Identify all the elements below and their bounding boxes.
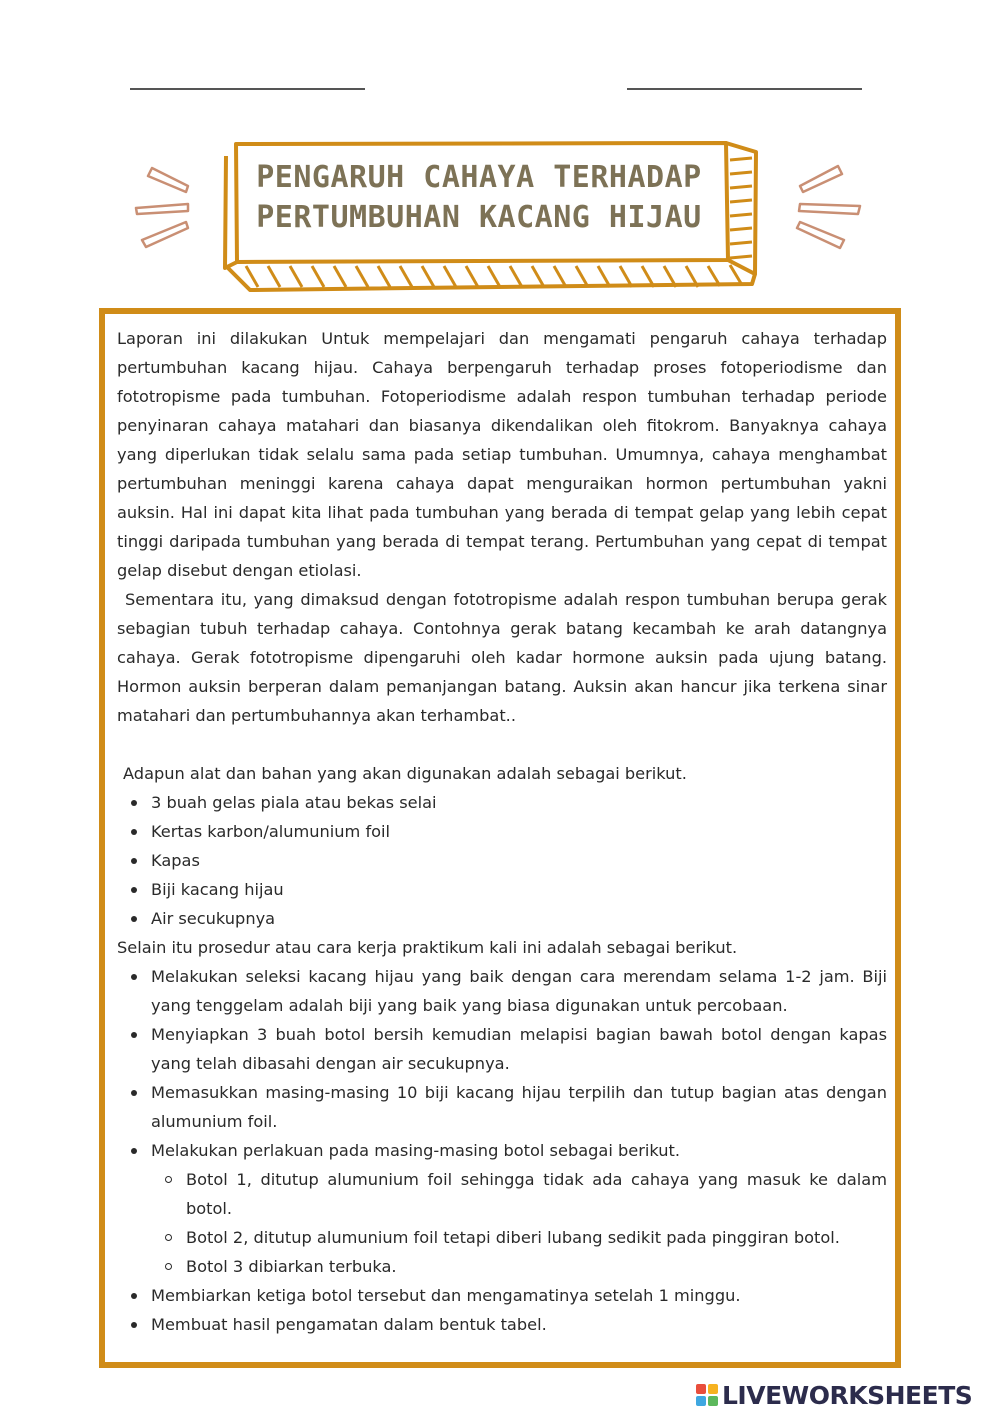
procedure-list [117, 962, 887, 1339]
title-line-2: PERTUMBUHAN KACANG HIJAU [256, 200, 702, 235]
list-item: Air secukupnya [117, 904, 887, 933]
list-item: Biji kacang hijau [117, 875, 887, 904]
logo-square [696, 1396, 706, 1406]
sub-list-item: Botol 3 dibiarkan terbuka. [117, 1252, 887, 1281]
list-item: Membiarkan ketiga botol tersebut dan mengamatinya setelah 1 minggu. [117, 1281, 887, 1310]
procedure-step-4: Melakukan perlakuan pada masing-masing botol sebagai berikut. [151, 1141, 681, 1160]
treatment-sublist [151, 1165, 887, 1281]
page-title [238, 158, 720, 238]
procedure-intro: Selain itu prosedur atau cara kerja praktikum kali ini adalah sebagai berikut. [117, 938, 738, 957]
paragraph-intro: Laporan ini dilakukan Untuk mempelajari dan mengamati pengaruh cahaya terhadap pertumbuhan kacang hijau. Cahaya berpengaruh terhadap proses fotoperiodisme dan fototropisme pada tumbuhan. Fotoperiodisme adalah respon tumbuhan terhadap periode penyinaran cahaya matahari dan biasanya dikendalikan oleh fitokrom. Banyaknya cahaya yang diperlukan tidak selalu sama pada setiap tumbuhan. Umumnya, cahaya menghambat pertumbuhan meninggi karena cahaya dapat menguraikan hormon pertumbuhan yakni auksin. Hal ini dapat kita lihat pada tumbuhan yang berada di tempat gelap yang lebih cepat tinggi daripada tumbuhan yang berada di tempat terang. Pertumbuhan yang cepat di tempat gelap disebut dengan etiolasi. [117, 329, 887, 580]
list-item: Membuat hasil pengamatan dalam bentuk tabel. [117, 1310, 887, 1339]
list-item [117, 1136, 887, 1281]
title-line-1: PENGARUH CAHAYA TERHADAP [256, 160, 702, 195]
logo-square [696, 1384, 706, 1394]
watermark-text: LIVEWORKSHEETS [722, 1380, 973, 1410]
logo-square [708, 1396, 718, 1406]
title-banner [0, 0, 1000, 300]
sub-list-item: Botol 1, ditutup alumunium foil sehingga tidak ada cahaya yang masuk ke dalam botol. [117, 1165, 887, 1223]
list-item: 3 buah gelas piala atau bekas selai [117, 788, 887, 817]
right-rays-icon [797, 166, 860, 248]
list-item: Kapas [117, 846, 887, 875]
left-rays-icon [136, 168, 188, 247]
sub-list-item: Botol 2, ditutup alumunium foil tetapi diberi lubang sedikit pada pinggiran botol. [117, 1223, 887, 1252]
list-item: Menyiapkan 3 buah botol bersih kemudian melapisi bagian bawah botol dengan kapas yang telah dibasahi dengan air secukupnya. [117, 1020, 887, 1078]
list-item: Memasukkan masing-masing 10 biji kacang hijau terpilih dan tutup bagian atas dengan alumunium foil. [117, 1078, 887, 1136]
liveworksheets-logo-icon [696, 1384, 718, 1406]
list-item: Melakukan seleksi kacang hijau yang baik dengan cara merendam selama 1-2 jam. Biji yang tenggelam adalah biji yang baik yang biasa digunakan untuk percobaan. [117, 962, 887, 1020]
materials-intro: Adapun alat dan bahan yang akan digunakan adalah sebagai berikut. [123, 764, 687, 783]
content-body [117, 324, 887, 1339]
logo-square [708, 1384, 718, 1394]
paragraph-fototropisme: Sementara itu, yang dimaksud dengan fototropisme adalah respon tumbuhan berupa gerak sebagian tubuh terhadap cahaya. Contohnya gerak batang kecambah ke arah datangnya cahaya. Gerak fototropisme dipengaruhi oleh kadar hormone auksin pada ujung batang. Hormon auksin berperan dalam pemanjangan batang. Auksin akan hancur jika terkena sinar matahari dan pertumbuhannya akan terhambat.. [117, 590, 887, 725]
liveworksheets-watermark[interactable] [696, 1378, 972, 1412]
list-item: Kertas karbon/alumunium foil [117, 817, 887, 846]
materials-list [117, 788, 887, 933]
content-frame [99, 308, 901, 1368]
